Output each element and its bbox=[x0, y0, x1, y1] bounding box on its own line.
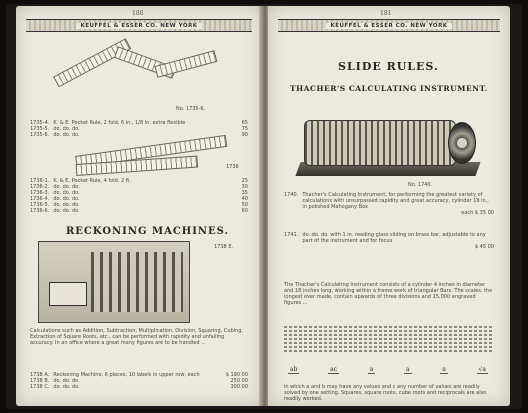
list-item: 1735-6. do. do. do. 90 bbox=[30, 132, 248, 138]
pocket-rule-illustration bbox=[154, 50, 217, 78]
instrument-cylinder bbox=[304, 120, 456, 166]
page-title: SLIDE RULES. bbox=[338, 60, 439, 73]
list-item: 1736-4. do. do. do. 40 bbox=[30, 196, 248, 202]
section-title: RECKONING MACHINES. bbox=[66, 226, 230, 237]
list-item: 1736-3. do. do. do. 35 bbox=[30, 190, 248, 196]
right-page bbox=[268, 6, 510, 406]
formula-row: ab ac a a a √a bbox=[290, 366, 486, 373]
list-item: 1735-5. do. do. do. 75 bbox=[30, 126, 248, 132]
calculating-instrument-illustration bbox=[298, 112, 478, 180]
machine-description: Calculations such as Addition, Subtraction, Multiplication, Division, Squaring, Cubing, Extraction of Square Roots, etc., can be performed with rapidity and unfailing accuracy. In an office where a great many figures are to be handled ... bbox=[30, 328, 243, 346]
list-item: 1736-6. do. do. do. 60 bbox=[30, 208, 248, 214]
text-lines bbox=[284, 324, 494, 354]
page-number: 181 bbox=[380, 10, 392, 17]
figure-label: 1738 E. bbox=[214, 244, 234, 250]
page-header-banner bbox=[26, 19, 252, 32]
rule-price-list-2 bbox=[30, 178, 248, 214]
instrument-item: 1741. do. do. do. with 1 in. reading glass sliding on brass bar, adjustable to any part of the instrument and for focus $ 45 00 bbox=[284, 232, 494, 250]
machine-keys bbox=[91, 252, 183, 312]
list-item: 1738 B. do. do. do. 250 00 bbox=[30, 378, 248, 384]
pocket-rule-illustration bbox=[53, 38, 131, 87]
header-text: KEUFFEL & ESSER CO. NEW YORK bbox=[326, 23, 451, 29]
list-item: 1738 C. do. do. do. 300 00 bbox=[30, 384, 248, 390]
left-page bbox=[16, 6, 262, 406]
list-item: 1736-5. do. do. do. 50 bbox=[30, 202, 248, 208]
open-catalog-book bbox=[6, 4, 522, 409]
machine-price-list bbox=[30, 372, 248, 390]
list-item: 1736-1. K. & E. Pocket Rule, 4 fold, 2 ft. 25 bbox=[30, 178, 248, 184]
page-number: 180 bbox=[132, 10, 144, 17]
list-item: 1736-2. do. do. do. 30 bbox=[30, 184, 248, 190]
header-text: KEUFFEL & ESSER CO. NEW YORK bbox=[76, 23, 201, 29]
list-item: 1735-4. K. & E. Pocket Rule, 2 fold, 6 in., 1/8 in. extra flexible 65 bbox=[30, 120, 248, 126]
instrument-item: 1740. Thacher's Calculating Instrument, for performing the greatest variety of calculations with unsurpassed rapidity and great accuracy, cylinder 18 in., in polished Mahogany Box each $ 35 00 bbox=[284, 192, 494, 216]
footer-text: in which a and b may have any values and c any number of values are readily solved by one setting. Squares, square roots, cube roots and reciprocals are also readily worked. bbox=[284, 384, 487, 402]
page-subtitle: THACHER'S CALCULATING INSTRUMENT. bbox=[290, 84, 488, 93]
list-item: 1738 A. Reckoning Machine, 6 places, 10 labels in upper row, each $ 190 00 bbox=[30, 372, 248, 378]
figure-label: 1736 bbox=[226, 164, 239, 170]
figure-label: No. 1735-6. bbox=[176, 106, 206, 112]
reckoning-machine-illustration bbox=[38, 241, 190, 323]
description-body: The Thacher's Calculating Instrument consists of a cylinder 4 inches in diameter and 18 inches long, working within a frame work of triangular Bars. The scales, the longest ever made, contain upwards of three divisions and 15,000 engraved figures ... bbox=[284, 282, 493, 306]
page-header-banner bbox=[278, 19, 500, 32]
figure-label: No. 1740. bbox=[408, 182, 433, 188]
instrument-dial bbox=[448, 122, 476, 164]
machine-display bbox=[49, 282, 87, 306]
